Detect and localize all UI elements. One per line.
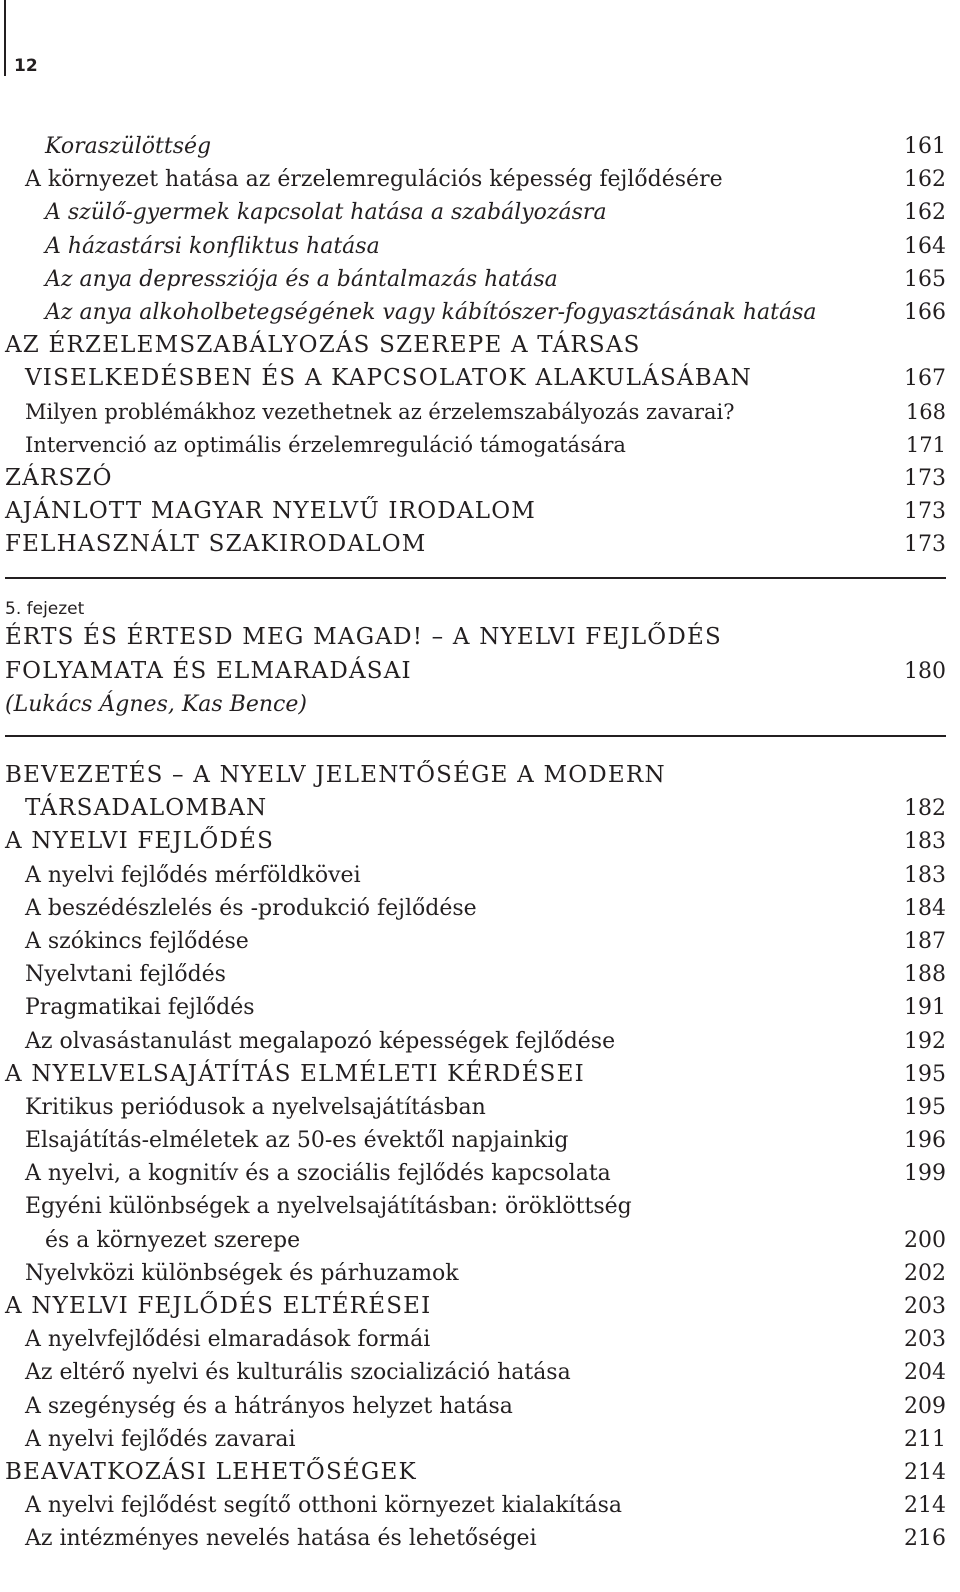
- toc-entry[interactable]: [5, 1522, 946, 1555]
- toc-entry[interactable]: [5, 859, 946, 892]
- toc-entry[interactable]: [5, 1323, 946, 1356]
- toc-entry[interactable]: [5, 892, 946, 925]
- toc-entry[interactable]: [5, 1025, 946, 1058]
- toc-entry-page: 191: [904, 995, 946, 1021]
- toc-entry[interactable]: [5, 1290, 946, 1323]
- chapter-title-line-1[interactable]: [5, 621, 946, 654]
- toc-entry-title: Elsajátítás-elméletek az 50-es évektől napjainkig: [25, 1128, 569, 1154]
- chapter-title-text-2: FOLYAMATA ÉS ELMARADÁSAI: [5, 657, 412, 684]
- toc-entry-page: 165: [904, 266, 946, 292]
- toc-entry-title: Koraszülöttség: [45, 134, 212, 159]
- toc-entry-title: A nyelvi fejlődés zavarai: [25, 1426, 296, 1452]
- toc-entry-page: 203: [904, 1294, 946, 1319]
- toc-entry-title: A NYELVELSAJÁTÍTÁS ELMÉLETI KÉRDÉSEI: [5, 1060, 585, 1087]
- toc-entry-title: ZÁRSZÓ: [5, 464, 113, 491]
- toc-entry-page: 188: [904, 962, 946, 988]
- toc-entry[interactable]: [5, 230, 946, 263]
- toc-entry-page: 214: [904, 1493, 946, 1519]
- toc-entry-title: Az anya alkoholbetegségének vagy kábítószer-fogyasztásának hatása: [45, 299, 817, 325]
- toc-entry[interactable]: [5, 925, 946, 958]
- toc-entry[interactable]: [5, 163, 946, 196]
- toc-entry-title: Pragmatikai fejlődés: [25, 995, 255, 1021]
- toc-entry-title: FELHASZNÁLT SZAKIRODALOM: [5, 531, 427, 558]
- page-number-rule: [4, 0, 6, 76]
- toc-entry[interactable]: [5, 1157, 946, 1190]
- toc-entry[interactable]: [5, 759, 946, 792]
- toc-entry-title: AZ ÉRZELEMSZABÁLYOZÁS SZEREPE A TÁRSAS: [5, 332, 641, 359]
- toc-entry[interactable]: [5, 130, 946, 163]
- toc-entry-page: 184: [904, 895, 946, 921]
- toc-entry-page: 173: [904, 465, 946, 491]
- toc-entry-title: BEVEZETÉS – A NYELV JELENTŐSÉGE A MODERN: [5, 762, 666, 788]
- toc-entry-title: Kritikus periódusok a nyelvelsajátításban: [25, 1094, 486, 1120]
- toc-entry[interactable]: [5, 196, 946, 229]
- toc-entry-page: 200: [904, 1227, 946, 1253]
- toc-entry-title: és a környezet szerepe: [45, 1227, 301, 1253]
- toc-entry-title: Milyen problémákhoz vezethetnek az érzelemszabályozás zavarai?: [25, 399, 735, 424]
- toc-entry[interactable]: [5, 792, 946, 825]
- chapter-authors: (Lukács Ágnes, Kas Bence): [5, 691, 307, 717]
- toc-entry-page: 195: [904, 1094, 946, 1120]
- toc-entry[interactable]: [5, 1224, 946, 1257]
- toc-entry-page: 162: [904, 200, 946, 226]
- toc-entry[interactable]: [5, 495, 946, 528]
- toc-entry-title: Nyelvközi különbségek és párhuzamok: [25, 1260, 459, 1286]
- toc-entry-title: A szókincs fejlődése: [25, 928, 249, 954]
- toc-entry-page: 167: [904, 366, 946, 392]
- toc-entry-title: A NYELVI FEJLŐDÉS: [5, 828, 275, 855]
- chapter-title-line-2[interactable]: [5, 655, 946, 688]
- toc-entry-title: Intervenció az optimális érzelemreguláció támogatására: [25, 432, 626, 457]
- toc-entry-page: 183: [904, 829, 946, 855]
- toc-entry-title: A szülő-gyermek kapcsolat hatása a szabályozásra: [45, 200, 607, 226]
- chapter-label: 5. fejezet: [5, 599, 85, 620]
- toc-entry-page: 171: [905, 432, 946, 457]
- toc-entry[interactable]: [5, 825, 946, 858]
- toc-entry[interactable]: [5, 1257, 946, 1290]
- toc-entry-page: 216: [904, 1526, 946, 1552]
- toc-entry[interactable]: [5, 528, 946, 561]
- toc-entry-title: A nyelvi fejlődést segítő otthoni környezet kialakítása: [25, 1493, 623, 1519]
- toc-entry-page: 173: [904, 499, 946, 525]
- toc-entry[interactable]: [5, 1124, 946, 1157]
- toc-entry[interactable]: [5, 1356, 946, 1389]
- toc-entry-page: 166: [904, 299, 946, 325]
- toc-entry-page: 192: [904, 1028, 946, 1054]
- toc-entry-title: A beszédészlelés és -produkció fejlődése: [25, 895, 477, 921]
- toc-entry-page: 195: [904, 1061, 946, 1087]
- toc-entry[interactable]: [5, 362, 946, 395]
- toc-entry-title: Az eltérő nyelvi és kulturális szocializáció hatása: [25, 1360, 571, 1386]
- toc-entry[interactable]: [5, 329, 946, 362]
- toc-entry-page: 161: [904, 134, 946, 159]
- toc-entry-title: Az intézményes nevelés hatása és lehetőségei: [25, 1526, 537, 1552]
- toc-entry-page: 196: [904, 1128, 946, 1154]
- toc-entry-title: BEAVATKOZÁSI LEHETŐSÉGEK: [5, 1458, 417, 1485]
- toc-entry-page: 203: [904, 1327, 946, 1353]
- toc-entry-title: AJÁNLOTT MAGYAR NYELVŰ IRODALOM: [5, 498, 537, 525]
- toc-entry-page: 209: [904, 1393, 946, 1419]
- table-of-contents: [5, 130, 946, 1556]
- toc-entry-title: A nyelvi, a kognitív és a szociális fejlődés kapcsolata: [25, 1161, 611, 1187]
- toc-entry-page: 173: [904, 532, 946, 558]
- toc-entry[interactable]: [5, 1456, 946, 1489]
- toc-entry-page: 168: [905, 399, 946, 424]
- toc-entry-title: Egyéni különbségek a nyelvelsajátításban: öröklöttség: [25, 1194, 632, 1220]
- toc-entry-title: A nyelvfejlődési elmaradások formái: [25, 1327, 431, 1353]
- toc-entry-page: 183: [904, 862, 946, 888]
- toc-entry-title: Nyelvtani fejlődés: [25, 962, 226, 988]
- chapter-title-text-1: ÉRTS ÉS ÉRTESD MEG MAGAD! – A NYELVI FEJLŐDÉS: [5, 624, 722, 651]
- toc-entry-page: 164: [904, 233, 946, 259]
- toc-entry[interactable]: [5, 296, 946, 329]
- toc-entry-page: 199: [904, 1161, 946, 1187]
- toc-entry[interactable]: [5, 1058, 946, 1091]
- toc-section-a: [5, 130, 946, 561]
- toc-entry-title: A szegénység és a hátrányos helyzet hatása: [25, 1393, 513, 1419]
- toc-entry[interactable]: [5, 1190, 946, 1223]
- toc-entry-page: 202: [904, 1260, 946, 1286]
- toc-entry-title: A nyelvi fejlődés mérföldkövei: [25, 862, 361, 888]
- toc-entry[interactable]: [5, 396, 946, 429]
- toc-entry-title: VISELKEDÉSBEN ÉS A KAPCSOLATOK ALAKULÁSÁBAN: [25, 365, 752, 392]
- toc-entry-title: Az olvasástanulást megalapozó képességek fejlődése: [25, 1028, 616, 1054]
- toc-entry-page: 211: [904, 1426, 946, 1452]
- toc-entry-page: 187: [904, 928, 946, 954]
- toc-entry[interactable]: [5, 1091, 946, 1124]
- toc-entry[interactable]: [5, 991, 946, 1024]
- toc-entry[interactable]: [5, 958, 946, 991]
- toc-entry[interactable]: [5, 1423, 946, 1456]
- toc-entry-page: 214: [904, 1459, 946, 1485]
- toc-entry[interactable]: [5, 1390, 946, 1423]
- toc-entry-page: 162: [904, 167, 946, 193]
- toc-entry[interactable]: [5, 263, 946, 296]
- toc-entry[interactable]: [5, 1489, 946, 1522]
- toc-entry-page: 204: [904, 1360, 946, 1386]
- toc-entry-title: A környezet hatása az érzelemregulációs képesség fejlődésére: [25, 167, 723, 193]
- toc-entry-page: 182: [904, 796, 946, 822]
- toc-entry-title: A házastársi konfliktus hatása: [45, 233, 380, 259]
- chapter-heading: [5, 579, 946, 735]
- toc-entry[interactable]: [5, 462, 946, 495]
- toc-entry[interactable]: [5, 429, 946, 462]
- toc-entry-title: A NYELVI FEJLŐDÉS ELTÉRÉSEI: [5, 1293, 432, 1319]
- toc-entry-title: Az anya depressziója és a bántalmazás hatása: [45, 266, 558, 292]
- toc-entry-title: TÁRSADALOMBAN: [25, 795, 268, 822]
- page-number: 12: [14, 56, 38, 76]
- chapter-page-number: 180: [904, 658, 946, 684]
- toc-section-b: [5, 737, 946, 1556]
